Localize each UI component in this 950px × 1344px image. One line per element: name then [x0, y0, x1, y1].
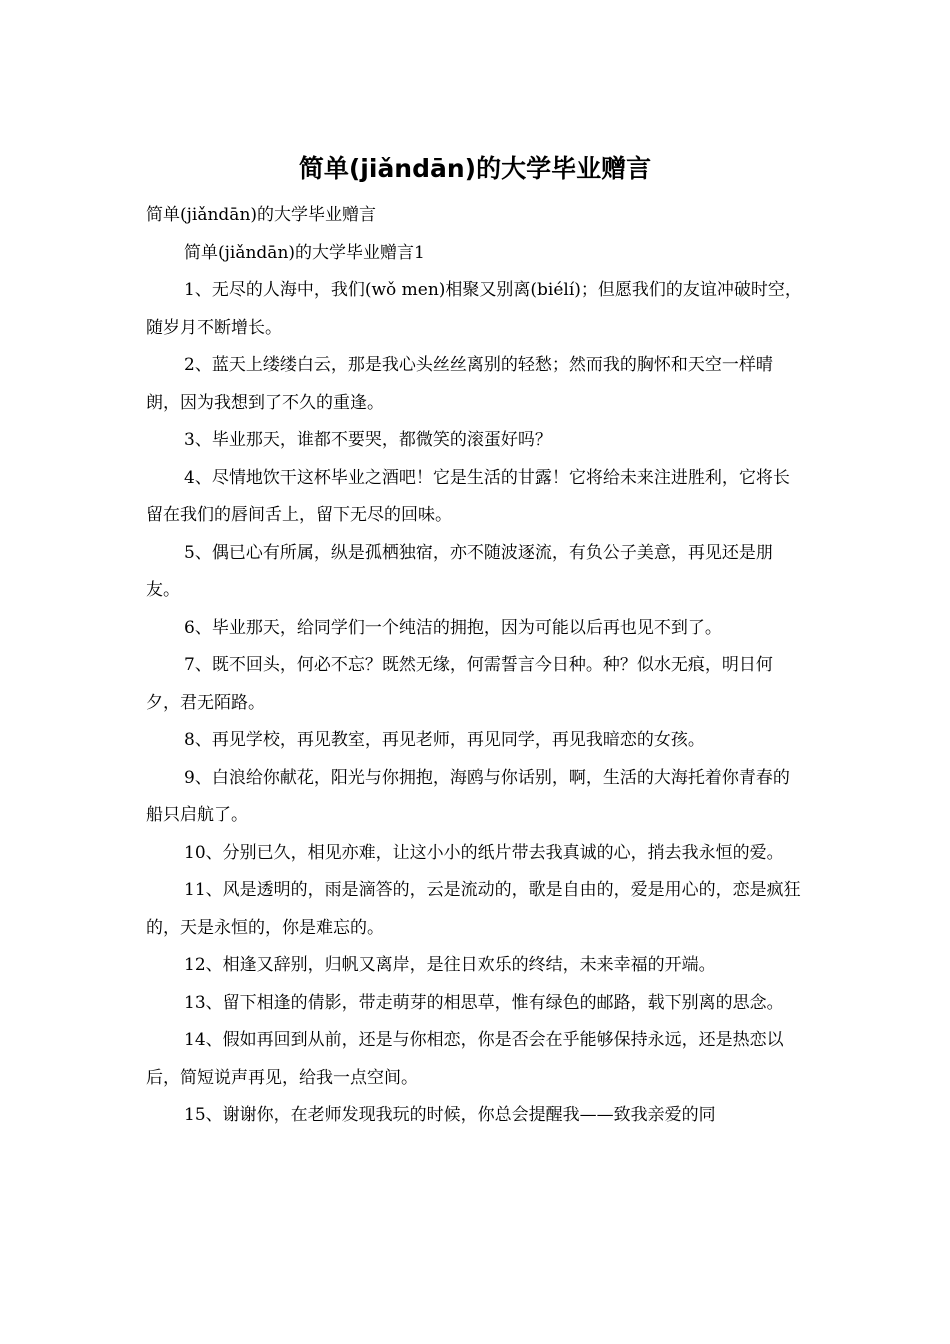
document-title: 简单(jiǎndān)的大学毕业赠言 — [298, 154, 652, 183]
paragraph: 10、分别已久，相见亦难，让这小小的纸片带去我真诚的心，捎去我永恒的爱。 — [184, 842, 784, 863]
paragraph: 11、风是透明的，雨是滴答的，云是流动的，歌是自由的，爱是用心的，恋是疯狂的，天是永恒的，你是难忘的。 — [146, 880, 801, 938]
paragraph: 15、谢谢你，在老师发现我玩的时候，你总会提醒我——致我亲爱的同 — [184, 1105, 716, 1125]
paragraph: 14、假如再回到从前，还是与你相恋，你是否会在乎能够保持永远，还是热恋以后，简短说声再见，给我一点空间。 — [146, 1030, 784, 1088]
paragraph: 3、毕业那天，谁都不要哭，都微笑的滚蛋好吗？ — [184, 430, 552, 450]
document-subtitle: 简单(jiǎndān)的大学毕业赠言 — [146, 205, 377, 225]
section-heading: 简单(jiǎndān)的大学毕业赠言1 — [184, 242, 425, 263]
paragraph: 13、留下相逢的倩影，带走萌芽的相思草，惟有绿色的邮路，载下别离的思念。 — [184, 992, 784, 1013]
paragraph: 5、偶已心有所属，纵是孤栖独宿，亦不随波逐流，有负公子美意，再见还是朋友。 — [146, 542, 773, 600]
paragraph: 7、既不回头，何必不忘？既然无缘，何需誓言今日种。种？似水无痕，明日何夕，君无陌路。 — [146, 655, 773, 713]
paragraph: 1、无尽的人海中，我们(wǒ men)相聚又别离(biélí)；但愿我们的友谊冲破时空，随岁月不断增长。 — [146, 280, 802, 338]
document-body — [146, 197, 806, 1135]
paragraph: 8、再见学校，再见教室，再见老师，再见同学，再见我暗恋的女孩。 — [184, 730, 705, 750]
paragraph: 9、白浪给你献花，阳光与你拥抱，海鸥与你话别，啊，生活的大海托着你青春的船只启航了。 — [146, 767, 790, 825]
paragraph: 2、蓝天上缕缕白云，那是我心头丝丝离别的轻愁；然而我的胸怀和天空一样晴朗，因为我想到了不久的重逢。 — [146, 355, 773, 413]
paragraph: 12、相逢又辞别，归帆又离岸，是往日欢乐的终结，未来幸福的开端。 — [184, 955, 716, 975]
paragraph: 6、毕业那天，给同学们一个纯洁的拥抱，因为可能以后再也见不到了。 — [184, 617, 722, 638]
paragraph: 4、尽情地饮干这杯毕业之酒吧！它是生活的甘露！它将给未来注进胜利，它将长留在我们的唇间舌上，留下无尽的回味。 — [146, 467, 790, 525]
